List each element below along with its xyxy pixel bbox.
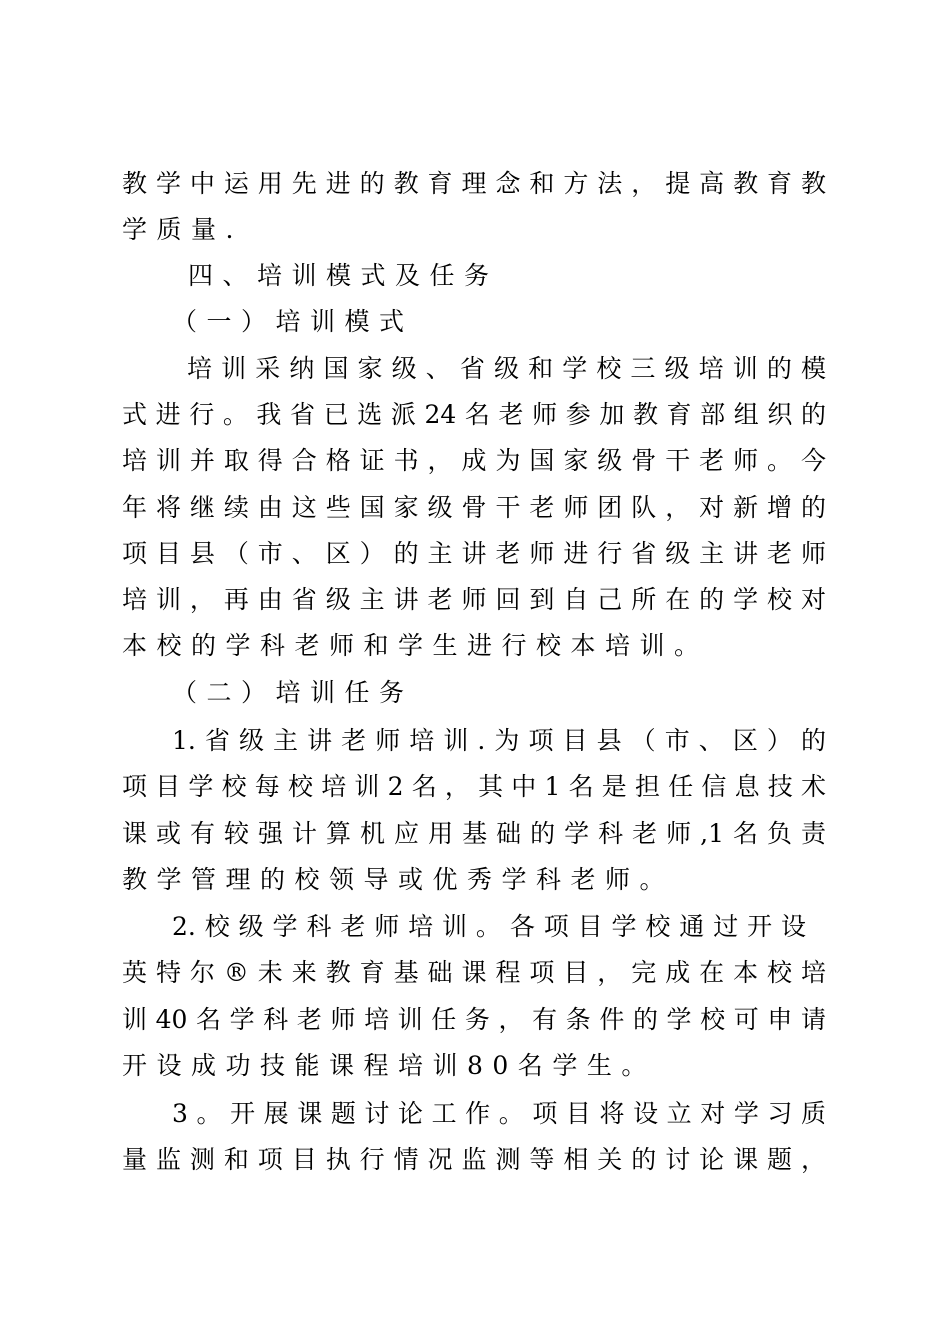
paragraph-line: 教学中运用先进的教育理念和方法，提高教育教 xyxy=(122,169,826,198)
subsection-heading: （二）培训任务 xyxy=(172,678,414,707)
paragraph-line: 培训采纳国家级、省级和学校三级培训的模 xyxy=(187,354,826,383)
paragraph-line: 项目学校每校培训2名，其中1名是担任信息技术 xyxy=(122,772,826,801)
section-heading: 四、培训模式及任务 xyxy=(188,261,499,290)
paragraph-line: 课或有较强计算机应用基础的学科老师,1名负责 xyxy=(122,819,826,848)
paragraph-line: 开设成功技能课程培训80名学生。 xyxy=(122,1051,656,1080)
paragraph-line: 1.省级主讲老师培训.为项目县（市、区）的 xyxy=(172,726,826,755)
paragraph-line: 英特尔®未来教育基础课程项目，完成在本校培 xyxy=(122,958,826,987)
paragraph-line: 量监测和项目执行情况监测等相关的讨论课题， xyxy=(122,1145,826,1174)
paragraph-line: 训40名学科老师培训任务，有条件的学校可申请 xyxy=(122,1005,826,1034)
paragraph-line: 培训并取得合格证书，成为国家级骨干老师。今 xyxy=(122,446,826,475)
paragraph-line: 培训，再由省级主讲老师回到自己所在的学校对 xyxy=(122,585,826,614)
paragraph-line: 本校的学科老师和学生进行校本培训。 xyxy=(122,631,709,660)
subsection-heading: （一）培训模式 xyxy=(172,307,414,336)
paragraph-line: 式进行。我省已选派24名老师参加教育部组织的 xyxy=(122,400,826,429)
paragraph-line: 教学管理的校领导或优秀学科老师。 xyxy=(122,865,675,894)
paragraph-line: 项目县（市、区）的主讲老师进行省级主讲老师 xyxy=(122,539,826,568)
paragraph-line: 2.校级学科老师培训。各项目学校通过开设 xyxy=(172,912,806,941)
paragraph-line: 年将继续由这些国家级骨干老师团队，对新增的 xyxy=(122,493,826,522)
paragraph-line: 3。开展课题讨论工作。项目将设立对学习质 xyxy=(172,1099,826,1128)
paragraph-line: 学质量. xyxy=(122,215,243,244)
